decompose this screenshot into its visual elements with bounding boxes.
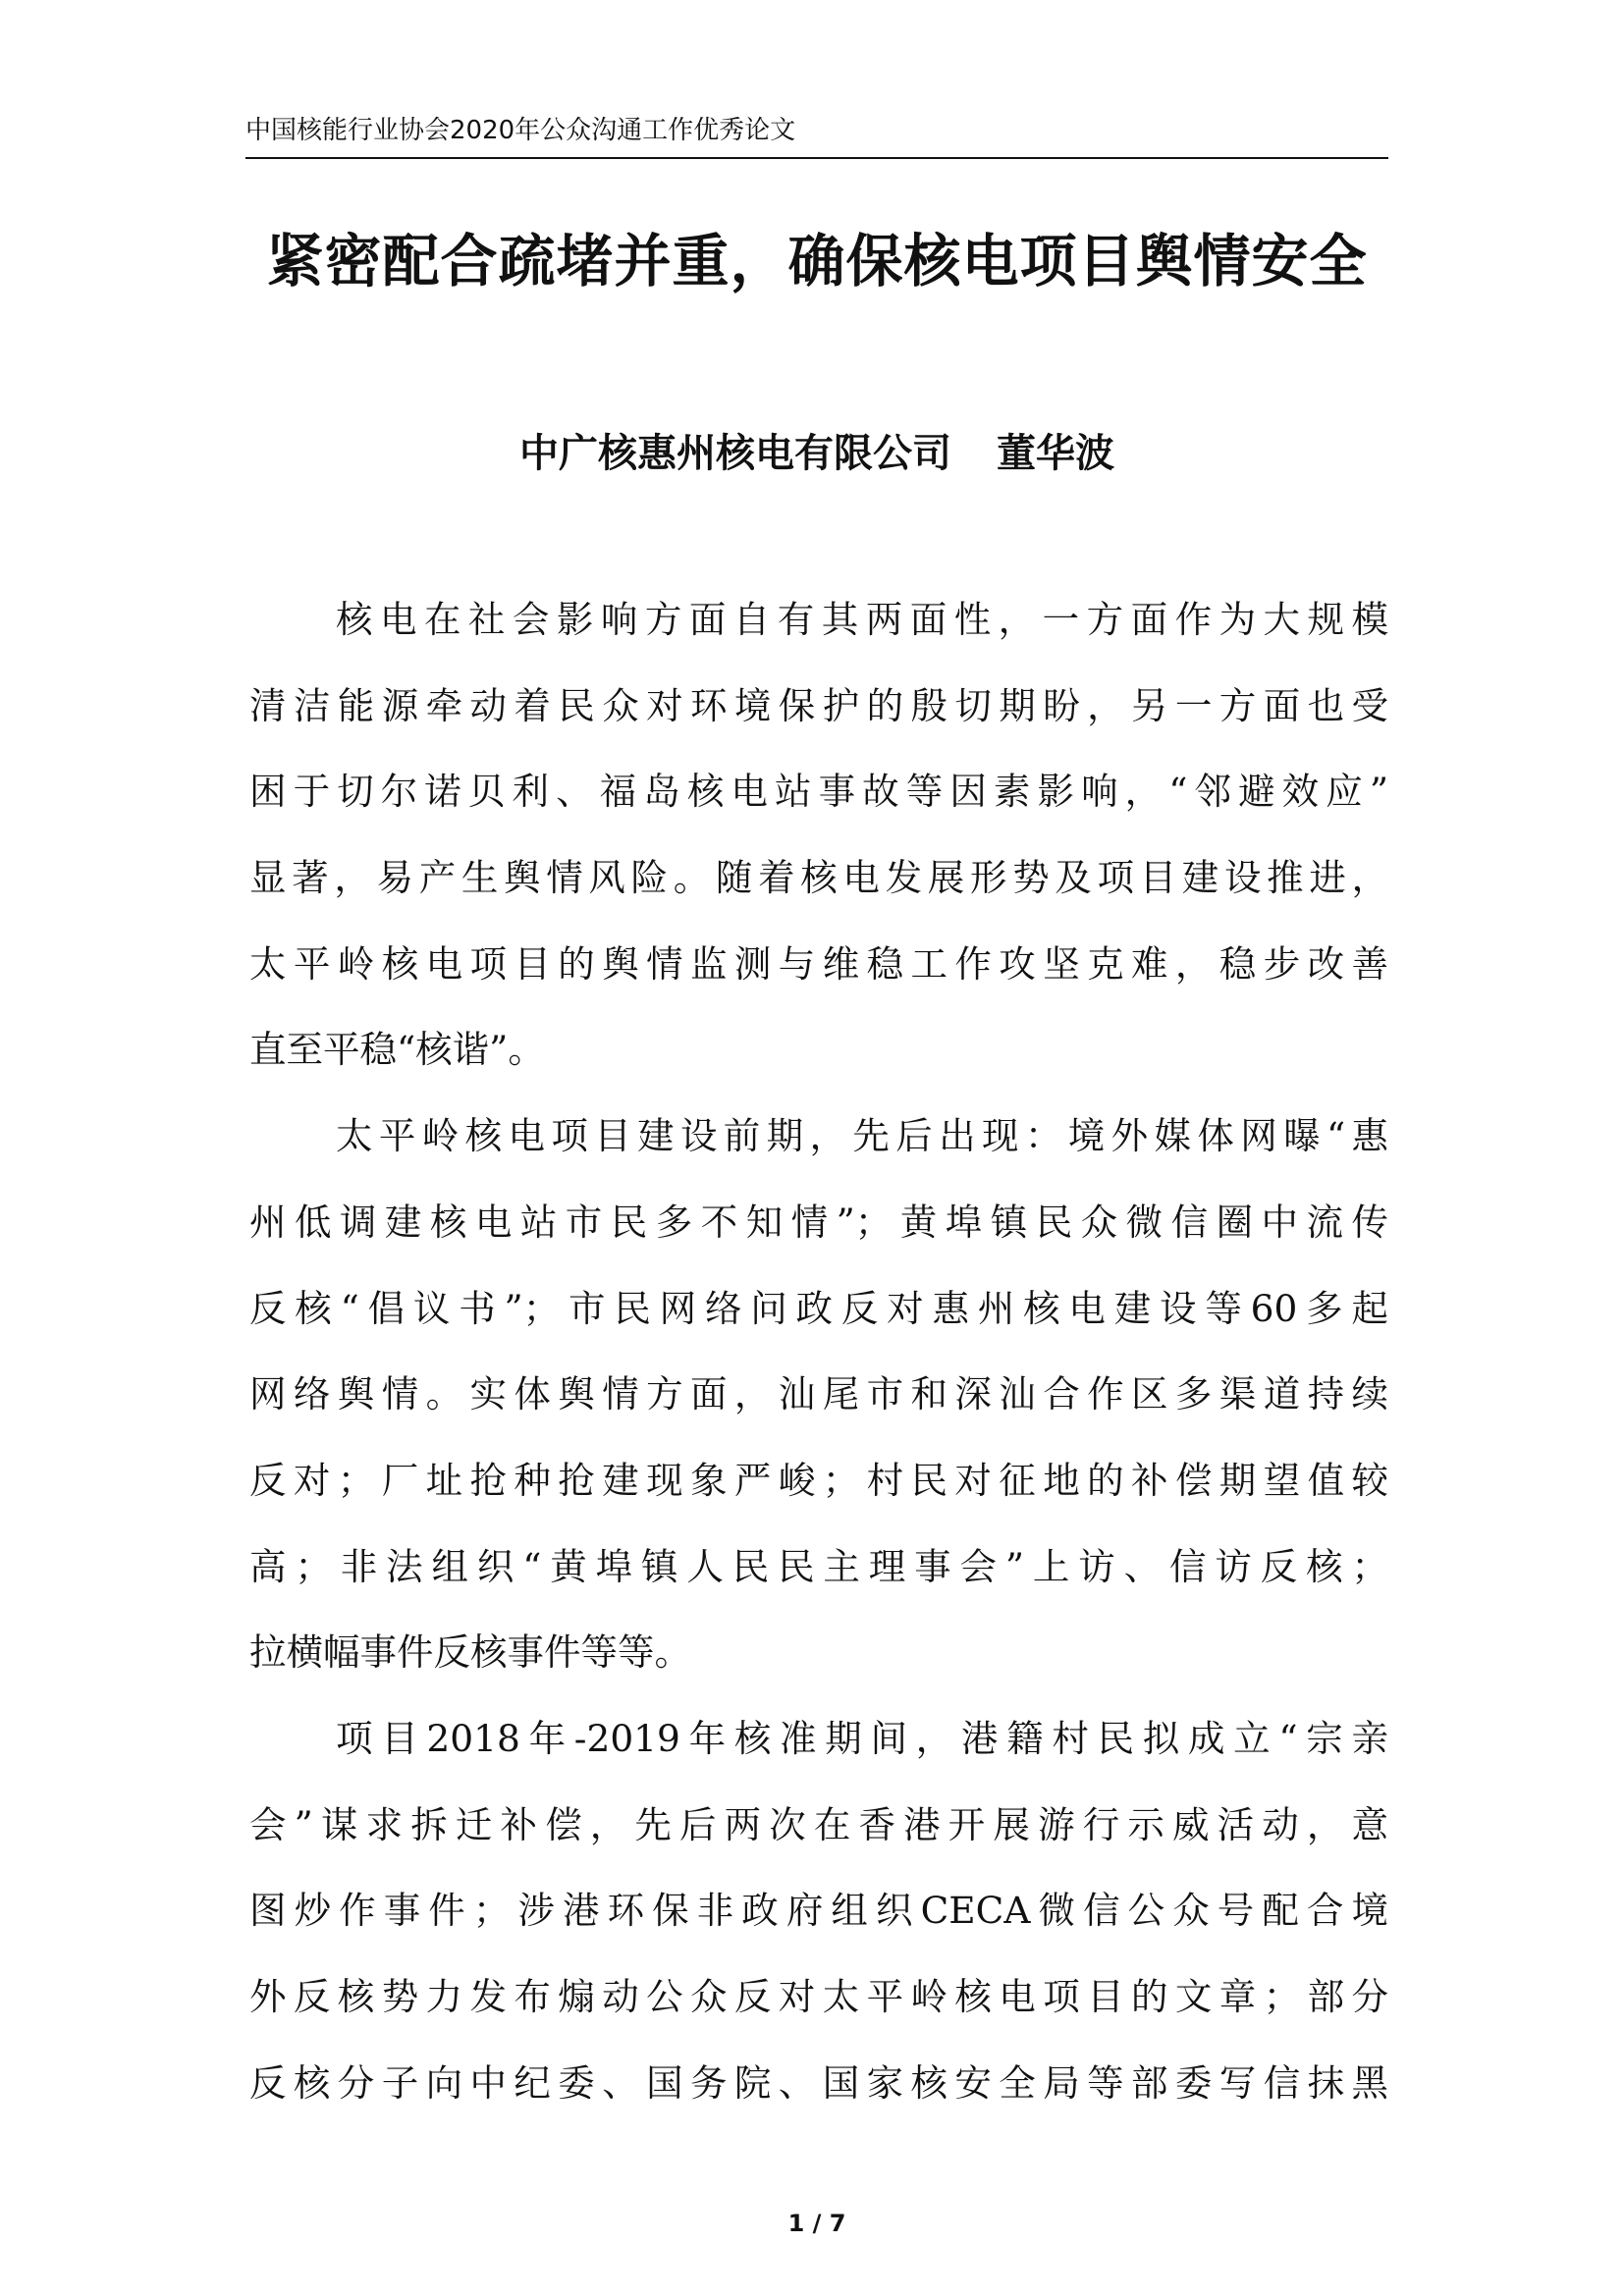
- author-name: 董华波: [997, 430, 1114, 476]
- document-title: 紧密配合疏堵并重，确保核电项目舆情安全: [266, 228, 1368, 294]
- paragraph-2-line-5: 反对；厂址抢种抢建现象严峻；村民对征地的补偿期望值较: [249, 1458, 1388, 1502]
- paragraph-3-line-1: 项目2018年-2019年核准期间，港籍村民拟成立“宗亲: [336, 1716, 1388, 1760]
- paragraph-2-line-7: 拉横幅事件反核事件等等。: [249, 1630, 691, 1675]
- paragraph-1-line-6: 直至平稳“核谐”。: [249, 1028, 545, 1072]
- paragraph-3-line-4: 外反核势力发布煽动公众反对太平岭核电项目的文章；部分: [249, 1975, 1388, 2018]
- page-number: 1 / 7: [787, 2210, 846, 2237]
- paragraph-1-line-1: 核电在社会影响方面自有其两面性，一方面作为大规模: [336, 598, 1388, 641]
- paragraph-2-line-1: 太平岭核电项目建设前期，先后出现：境外媒体网曝“惠: [336, 1114, 1388, 1158]
- paragraph-3-line-3: 图炒作事件；涉港环保非政府组织CECA微信公众号配合境: [249, 1889, 1388, 1933]
- paragraph-2-line-4: 网络舆情。实体舆情方面，汕尾市和深汕合作区多渠道持续: [249, 1372, 1388, 1416]
- running-header: 中国核能行业协会2020年公众沟通工作优秀论文: [245, 116, 796, 145]
- paragraph-3-line-2: 会”谋求拆迁补偿，先后两次在香港开展游行示威活动，意: [249, 1802, 1388, 1846]
- paragraph-3-line-5: 反核分子向中纪委、国务院、国家核安全局等部委写信抹黑: [249, 2060, 1388, 2105]
- paragraph-2-line-6: 高；非法组织“黄埠镇人民民主理事会”上访、信访反核；: [249, 1544, 1388, 1588]
- paragraph-1-line-2: 清洁能源牵动着民众对环境保护的殷切期盼，另一方面也受: [249, 683, 1388, 727]
- author-line: [245, 424, 1388, 483]
- paragraph-1-line-4: 显著，易产生舆情风险。随着核电发展形势及项目建设推进，: [249, 856, 1388, 900]
- paragraph-2-line-3: 反核“倡议书”；市民网络问政反对惠州核电建设等60多起: [249, 1286, 1388, 1330]
- author-organization: 中广核惠州核电有限公司: [519, 430, 951, 476]
- paragraph-1-line-5: 太平岭核电项目的舆情监测与维稳工作攻坚克难，稳步改善: [249, 941, 1388, 986]
- paragraph-2-line-2: 州低调建核电站市民多不知情”；黄埠镇民众微信圈中流传: [249, 1200, 1388, 1244]
- paragraph-1-line-3: 困于切尔诺贝利、福岛核电站事故等因素影响，“邻避效应”: [249, 770, 1388, 814]
- body-text: [249, 577, 1388, 2126]
- header-divider: [245, 157, 1388, 159]
